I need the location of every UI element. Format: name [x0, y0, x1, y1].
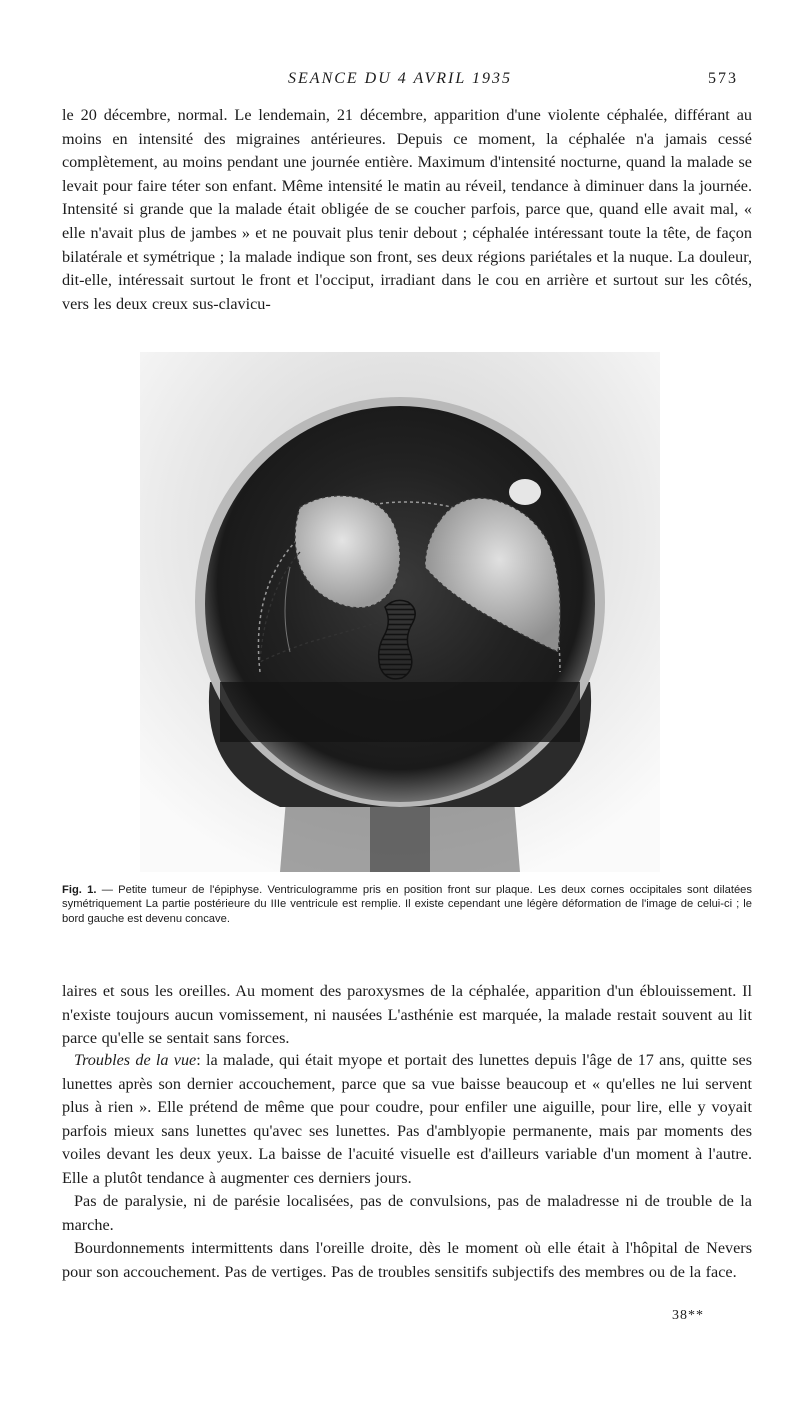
body-paragraph-4-text: Bourdonnements intermittents dans l'oreille droite, dès le moment où elle était à l'hôpital de Nevers pour son accouchement. Pas de vertiges. Pas de troubles sensitifs subjectifs des membres ou de la face.: [62, 1239, 752, 1281]
running-head: [0, 70, 800, 92]
body-paragraph-2-text: : la malade, qui était myope et portait des lunettes depuis l'âge de 17 ans, quitte ses lunettes après son dernier accouchement, parce que sa vue baisse beaucoup et « qu'elles ne lui servent plus à rien ». Elle prétend de même que pour coudre, pour enfiler une aiguille, pour lire, elle y voyait parfois mieux sans lunettes qu'avec ses lunettes. Pas d'amblyopie permanente, mais par moments des voiles devant les deux yeux. La baisse de l'acuité visuelle est d'ailleurs variable d'un moment à l'autre. Elle a plutôt tendance à augmenter ces derniers jours.: [62, 1051, 753, 1187]
section-label-troubles-vue: Troubles de la vue: [74, 1051, 197, 1069]
ventriculogram-image: [140, 352, 660, 872]
figure-caption-label: Fig. 1.: [62, 884, 97, 896]
body-paragraph-top: le 20 décembre, normal. Le lendemain, 21 décembre, apparition d'une violente céphalée, différant au moins en intensité des migraines antérieures. Depuis ce moment, la céphalée n'a jamais cessé complètement, au moins pendant une journée entière. Maximum d'intensité nocturne, quand la malade se levait pour faire téter son enfant. Même intensité le matin au réveil, tendance à diminuer dans la journée. Intensité si grande que la malade était obligée de se coucher parfois, parce que, quand elle avait mal, « elle n'avait plus de jambes » et ne pouvait plus tenir debout ; céphalée intéressant toute la tête, de façon bilatérale et symétrique ; la malade indique son front, ses deux régions pariétales et la nuque. La douleur, dit-elle, intéressait surtout le front et l'occiput, irradiant dans le cou en arrière et surtout sur les côtés, vers les deux creux sus-clavicu-: [62, 106, 752, 313]
body-paragraph-1: laires et sous les oreilles. Au moment des paroxysmes de la céphalée, apparition d'un éblouissement. Il n'existe toujours aucun vomissement, ni nausées L'asthénie est marquée, la malade restait souvent au lit parce qu'elle se sentait sans forces.: [62, 982, 752, 1048]
body-paragraph-3-text: Pas de paralysie, ni de parésie localisées, pas de convulsions, pas de maladresse ni de trouble de la marche.: [62, 1192, 752, 1234]
page-number: 573: [708, 70, 738, 87]
figure-caption-text: — Petite tumeur de l'épiphyse. Ventriculogramme pris en position front sur plaque. Les deux cornes occipitales sont dilatées symétriquement La partie postérieure du IIIe ventricule est remplie. Il existe cependant une légère déformation de l'image de celui-ci ; le bord gauche est devenu concave.: [62, 884, 752, 925]
body-paragraph-2: [62, 1049, 752, 1191]
xray-figure: [140, 352, 660, 872]
figure-caption: [62, 883, 752, 926]
body-paragraph-3: [62, 1190, 752, 1237]
body-paragraph-4: [62, 1237, 752, 1284]
signature-mark: 38**: [672, 1308, 704, 1323]
running-title: SEANCE DU 4 AVRIL 1935: [288, 70, 512, 87]
